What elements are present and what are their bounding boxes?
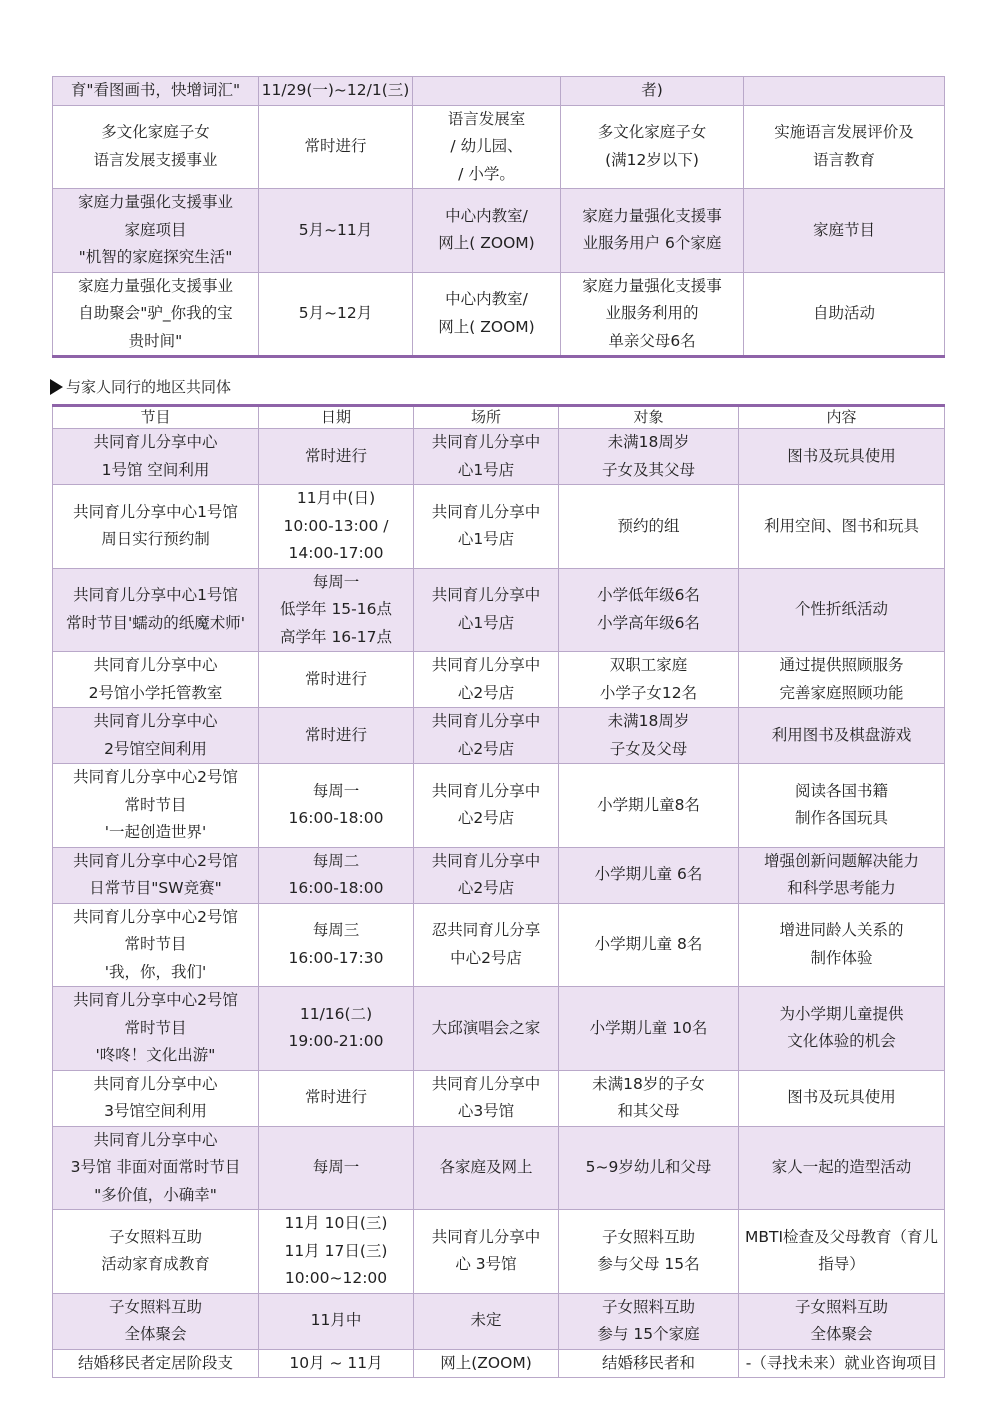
- cell-text-line: 共同育儿分享中心1号馆: [73, 502, 238, 521]
- cell-text-line: 2号馆空间利用: [104, 739, 207, 758]
- cell-text-line: 文化体验的机会: [787, 1032, 896, 1051]
- table-cell: [259, 764, 414, 848]
- table-cell: [259, 1070, 414, 1126]
- cell-text-line: 共同育儿分享中心: [93, 656, 218, 674]
- cell-text-line: 多文化家庭子女: [101, 123, 210, 142]
- cell-text-line: 未定: [470, 1311, 502, 1330]
- header-content: 内容: [739, 406, 945, 429]
- table-cell: [414, 429, 559, 485]
- cell-text-line: 家庭力量强化支援事业: [77, 276, 233, 295]
- cell-text-line: 每周一: [312, 781, 360, 800]
- table-cell: [53, 652, 259, 708]
- table-cell: [739, 485, 945, 569]
- cell-text-line: -（寻找未来）就业咨询项目: [745, 1353, 938, 1372]
- table-cell: [739, 652, 945, 708]
- cell-text-line: 1号馆 空间利用: [101, 460, 210, 479]
- cell-text-line: 家庭力量强化支援事: [582, 206, 722, 225]
- cell-text-line: 每周一: [312, 1158, 360, 1176]
- table-cell: [414, 1210, 559, 1294]
- upper-table-body: [53, 77, 945, 357]
- cell-text-line: 2号馆小学托管教室: [88, 683, 223, 702]
- table-cell: [259, 847, 414, 903]
- cell-text-line: 网上( ZOOM): [438, 317, 535, 336]
- table-row: [53, 429, 945, 485]
- cell-text-line: 11月 17日(三): [284, 1241, 388, 1260]
- cell-text-line: 子女照料互助: [108, 1297, 202, 1316]
- cell-text-line: 共同育儿分享中心1号馆: [73, 586, 238, 605]
- cell-text-line: 家庭项目: [124, 220, 187, 239]
- cell-text-line: 和科学思考能力: [787, 879, 896, 897]
- cell-text-line: 5月~12月: [298, 304, 373, 322]
- cell-text-line: 中心内教室/: [445, 290, 528, 309]
- table-cell: [413, 272, 561, 357]
- table-cell: [559, 568, 739, 652]
- cell-text-line: 业服务用户 6个家庭: [582, 234, 722, 253]
- table-cell: [559, 652, 739, 708]
- table-cell: [53, 1126, 259, 1210]
- upper-program-table: [52, 76, 945, 358]
- table-cell: [53, 708, 259, 764]
- cell-text-line: 未满18周岁: [607, 712, 690, 730]
- cell-text-line: 阅读各国书籍: [794, 781, 888, 800]
- cell-text-line: 共同育儿分享中: [431, 656, 541, 674]
- cell-text-line: 指导）: [818, 1255, 865, 1274]
- cell-text-line: 11月中: [310, 1311, 362, 1330]
- table-cell: [414, 652, 559, 708]
- cell-text-line: 未满18岁的子女: [592, 1074, 705, 1093]
- table-cell: [414, 568, 559, 652]
- cell-text-line: 图书及玩具使用: [787, 1088, 896, 1107]
- cell-text-line: 双职工家庭: [609, 656, 688, 674]
- table-cell: [259, 903, 414, 987]
- table-cell: [53, 429, 259, 485]
- table-cell: [259, 1293, 414, 1349]
- table-cell: [739, 1126, 945, 1210]
- cell-text-line: 家人一起的造型活动: [771, 1158, 912, 1176]
- cell-text-line: 预约的组: [617, 516, 680, 535]
- table-cell: [744, 77, 945, 106]
- table-row: [53, 485, 945, 569]
- cell-text-line: 11/29(一)~12/1(三): [261, 81, 410, 99]
- cell-text-line: 心1号店: [457, 460, 515, 479]
- cell-text-line: 16:00-18:00: [288, 879, 384, 897]
- cell-text-line: 和其父母: [617, 1102, 680, 1120]
- cell-text-line: 心2号店: [457, 809, 515, 828]
- cell-text-line: 家庭节目: [812, 220, 875, 239]
- cell-text-line: 个性折纸活动: [794, 600, 888, 618]
- cell-text-line: 未满18周岁: [607, 433, 690, 451]
- cell-text-line: / 幼儿园、: [450, 137, 523, 155]
- cell-text-line: 常时进行: [304, 137, 367, 155]
- table-row: [53, 1210, 945, 1294]
- table-row: [53, 568, 945, 652]
- cell-text-line: 共同育儿分享中: [431, 1074, 541, 1093]
- header-program: 节目: [53, 406, 259, 429]
- cell-text-line: 小学高年级6名: [597, 613, 700, 632]
- table-cell: [739, 429, 945, 485]
- table-cell: [561, 77, 744, 106]
- cell-text-line: 常时节目: [124, 1018, 187, 1037]
- table-cell: [561, 105, 744, 189]
- cell-text-line: 共同育儿分享中心: [93, 433, 218, 451]
- table-cell: [559, 1210, 739, 1294]
- table-cell: [259, 1210, 414, 1294]
- cell-text-line: 增强创新问题解决能力: [763, 851, 919, 870]
- table-cell: [739, 1210, 945, 1294]
- table-cell: [259, 485, 414, 569]
- cell-text-line: 自助活动: [812, 304, 875, 322]
- cell-text-line: '一起创造世界': [104, 823, 207, 841]
- cell-text-line: 小学期儿童8名: [597, 795, 700, 814]
- cell-text-line: 语言发展支援事业: [93, 150, 218, 169]
- cell-text-line: 高学年 16-17点: [280, 627, 392, 646]
- table-row: [53, 903, 945, 987]
- triangle-arrow-icon: [50, 379, 63, 395]
- table-cell: [53, 1349, 259, 1378]
- table-cell: [53, 1293, 259, 1349]
- cell-text-line: "多价值，小确幸": [94, 1185, 217, 1204]
- cell-text-line: 活动家育成教育: [101, 1255, 210, 1274]
- main-table-body: [53, 429, 945, 1378]
- cell-text-line: 周日实行预约制: [101, 530, 210, 549]
- table-cell: [739, 1293, 945, 1349]
- cell-text-line: 完善家庭照顾功能: [779, 683, 904, 702]
- cell-text-line: 育"看图画书，快增词汇": [70, 81, 241, 99]
- table-cell: [53, 105, 259, 189]
- table-cell: [53, 903, 259, 987]
- cell-text-line: 常时节目'蠕动的纸魔术师': [65, 613, 246, 632]
- table-cell: [53, 77, 259, 106]
- table-cell: [53, 272, 259, 357]
- cell-text-line: 共同育儿分享中: [431, 433, 541, 451]
- table-row: [53, 1349, 945, 1378]
- cell-text-line: 中心2号店: [450, 948, 522, 967]
- cell-text-line: 11月中(日): [296, 489, 376, 507]
- table-row: [53, 77, 945, 106]
- section-title: 与家人同行的地区共同体: [66, 378, 232, 396]
- table-row: [53, 987, 945, 1071]
- cell-text-line: 通过提供照顾服务: [779, 656, 904, 674]
- table-cell: [739, 1349, 945, 1378]
- cell-text-line: 10月 ~ 11月: [289, 1353, 383, 1372]
- cell-text-line: 各家庭及网上: [439, 1158, 533, 1176]
- cell-text-line: 常时进行: [304, 725, 367, 744]
- cell-text-line: 为小学期儿童提供: [779, 1004, 904, 1023]
- cell-text-line: 共同育儿分享中: [431, 502, 541, 521]
- cell-text-line: 低学年 15-16点: [280, 600, 392, 618]
- cell-text-line: 小学期儿童 6名: [594, 865, 703, 884]
- header-date: 日期: [259, 406, 414, 429]
- table-cell: [259, 708, 414, 764]
- cell-text-line: 子女照料互助: [601, 1227, 695, 1246]
- cell-text-line: 心 3号馆: [455, 1255, 517, 1274]
- table-cell: [744, 105, 945, 189]
- table-cell: [414, 1070, 559, 1126]
- table-cell: [559, 1070, 739, 1126]
- cell-text-line: 常时节目: [124, 795, 187, 814]
- cell-text-line: 自助聚会"驴_你我的宝: [78, 304, 233, 322]
- cell-text-line: 11月 10日(三): [284, 1214, 388, 1232]
- cell-text-line: 心2号店: [457, 879, 515, 897]
- cell-text-line: 子女照料互助: [794, 1297, 888, 1316]
- table-row: [53, 1126, 945, 1210]
- table-cell: [259, 77, 413, 106]
- cell-text-line: 语言教育: [812, 150, 875, 169]
- cell-text-line: 家庭力量强化支援事业: [77, 193, 233, 211]
- cell-text-line: 增进同龄人关系的: [779, 921, 904, 940]
- cell-text-line: 结婚移民者定居阶段支: [77, 1353, 233, 1372]
- cell-text-line: 3号馆空间利用: [104, 1102, 207, 1120]
- cell-text-line: 共同育儿分享中心2号馆: [73, 851, 238, 870]
- table-cell: [414, 485, 559, 569]
- header-target: 对象: [559, 406, 739, 429]
- table-cell: [744, 189, 945, 273]
- table-cell: [259, 272, 413, 357]
- table-row: [53, 764, 945, 848]
- cell-text-line: 制作体验: [810, 948, 873, 967]
- table-cell: [414, 1293, 559, 1349]
- cell-text-line: 14:00-17:00: [288, 544, 384, 562]
- cell-text-line: 10:00~12:00: [284, 1269, 388, 1287]
- cell-text-line: 共同育儿分享中: [431, 851, 541, 870]
- table-cell: [559, 847, 739, 903]
- table-row: [53, 105, 945, 189]
- table-cell: [53, 485, 259, 569]
- cell-text-line: 业服务利用的: [605, 304, 699, 322]
- cell-text-line: 实施语言发展评价及: [774, 123, 914, 142]
- cell-text-line: 小学低年级6名: [597, 586, 700, 605]
- cell-text-line: 共同育儿分享中心2号馆: [73, 907, 238, 926]
- table-cell: [744, 272, 945, 357]
- table-cell: [413, 77, 561, 106]
- table-cell: [414, 847, 559, 903]
- table-row: [53, 189, 945, 273]
- cell-text-line: (满12岁以下): [605, 150, 699, 169]
- cell-text-line: 网上(ZOOM): [440, 1353, 532, 1372]
- community-program-table: [52, 404, 945, 1378]
- table-cell: [414, 1349, 559, 1378]
- table-cell: [414, 764, 559, 848]
- table-cell: [739, 568, 945, 652]
- cell-text-line: 日常节目"SW竞赛": [89, 879, 222, 897]
- cell-text-line: 结婚移民者和: [601, 1353, 695, 1372]
- cell-text-line: 家庭力量强化支援事: [582, 276, 722, 295]
- table-cell: [259, 105, 413, 189]
- table-cell: [53, 189, 259, 273]
- cell-text-line: 心1号店: [457, 613, 515, 632]
- table-cell: [739, 903, 945, 987]
- table-row: [53, 708, 945, 764]
- cell-text-line: 常时进行: [304, 446, 367, 465]
- table-cell: [414, 987, 559, 1071]
- table-cell: [559, 1126, 739, 1210]
- table-row: [53, 272, 945, 357]
- table-cell: [559, 708, 739, 764]
- cell-text-line: 心1号店: [457, 530, 515, 549]
- table-cell: [53, 1070, 259, 1126]
- table-cell: [413, 105, 561, 189]
- table-cell: [53, 1210, 259, 1294]
- table-cell: [561, 272, 744, 357]
- header-row: [53, 406, 945, 429]
- table-cell: [53, 847, 259, 903]
- table-cell: [739, 987, 945, 1071]
- table-cell: [259, 987, 414, 1071]
- table-cell: [259, 1126, 414, 1210]
- cell-text-line: 图书及玩具使用: [787, 446, 896, 465]
- table-cell: [259, 1349, 414, 1378]
- table-cell: [559, 1293, 739, 1349]
- cell-text-line: 5月~11月: [298, 220, 373, 239]
- table-row: [53, 847, 945, 903]
- cell-text-line: 10:00-13:00 /: [283, 516, 389, 535]
- cell-text-line: 常时进行: [304, 669, 367, 688]
- table-cell: [413, 189, 561, 273]
- table-cell: [259, 652, 414, 708]
- table-cell: [559, 485, 739, 569]
- cell-text-line: 利用图书及棋盘游戏: [771, 725, 912, 744]
- table-cell: [259, 568, 414, 652]
- table-cell: [414, 1126, 559, 1210]
- cell-text-line: 3号馆 非面对面常时节目: [70, 1158, 241, 1176]
- cell-text-line: '我，你，我们': [104, 962, 207, 981]
- table-cell: [739, 847, 945, 903]
- cell-text-line: 参与 15个家庭: [597, 1325, 700, 1343]
- table-cell: [53, 568, 259, 652]
- table-cell: [414, 708, 559, 764]
- cell-text-line: 共同育儿分享中心: [93, 1130, 218, 1149]
- cell-text-line: 每周二: [312, 851, 360, 870]
- table-row: [53, 652, 945, 708]
- table-cell: [559, 903, 739, 987]
- cell-text-line: 常时进行: [304, 1088, 367, 1107]
- cell-text-line: 共同育儿分享中心2号馆: [73, 768, 238, 786]
- cell-text-line: 贵时间": [128, 331, 183, 350]
- cell-text-line: 心2号店: [457, 683, 515, 702]
- cell-text-line: 共同育儿分享中: [431, 781, 541, 800]
- cell-text-line: / 小学。: [458, 164, 515, 183]
- cell-text-line: 语言发展室: [447, 109, 526, 128]
- cell-text-line: 多文化家庭子女: [597, 123, 707, 142]
- cell-text-line: 共同育儿分享中: [431, 586, 541, 605]
- cell-text-line: 19:00-21:00: [288, 1032, 384, 1051]
- table-cell: [559, 764, 739, 848]
- cell-text-line: 小学期儿童 8名: [594, 935, 703, 953]
- cell-text-line: 5~9岁幼儿和父母: [585, 1158, 712, 1176]
- cell-text-line: 参与父母 15名: [597, 1255, 700, 1274]
- cell-text-line: MBTI检查及父母教育（育儿: [744, 1227, 939, 1246]
- cell-text-line: 16:00-17:30: [288, 948, 384, 967]
- table-cell: [739, 1070, 945, 1126]
- cell-text-line: 共同育儿分享中: [431, 712, 541, 730]
- cell-text-line: 忍共同育儿分享: [431, 921, 541, 940]
- table-row: [53, 1293, 945, 1349]
- cell-text-line: "机智的家庭探究生活": [78, 248, 233, 266]
- cell-text-line: 利用空间、图书和玩具: [763, 516, 919, 535]
- table-cell: [559, 987, 739, 1071]
- cell-text-line: 心2号店: [457, 739, 515, 758]
- table-cell: [739, 764, 945, 848]
- table-cell: [559, 429, 739, 485]
- table-cell: [53, 987, 259, 1071]
- cell-text-line: 16:00-18:00: [288, 809, 384, 828]
- cell-text-line: 全体聚会: [124, 1325, 187, 1343]
- header-place: 场所: [414, 406, 559, 429]
- cell-text-line: 11/16(二): [299, 1004, 373, 1023]
- cell-text-line: 大邱演唱会之家: [431, 1018, 541, 1037]
- cell-text-line: 每周三: [312, 921, 360, 940]
- cell-text-line: 单亲父母6名: [608, 331, 696, 350]
- cell-text-line: 共同育儿分享中心2号馆: [73, 991, 238, 1009]
- cell-text-line: 者): [641, 81, 663, 99]
- table-cell: [739, 708, 945, 764]
- section-heading: [50, 377, 231, 397]
- cell-text-line: 网上( ZOOM): [438, 234, 535, 253]
- cell-text-line: 小学期儿童 10名: [589, 1018, 708, 1037]
- cell-text-line: '咚咚！文化出游": [95, 1046, 216, 1064]
- cell-text-line: 全体聚会: [810, 1325, 873, 1343]
- table-cell: [559, 1349, 739, 1378]
- cell-text-line: 小学子女12名: [599, 683, 698, 702]
- cell-text-line: 共同育儿分享中: [431, 1227, 541, 1246]
- table-cell: [414, 903, 559, 987]
- cell-text-line: 子女及其父母: [601, 460, 695, 479]
- cell-text-line: 每周一: [312, 572, 360, 591]
- cell-text-line: 制作各国玩具: [794, 809, 888, 828]
- cell-text-line: 子女照料互助: [601, 1297, 695, 1316]
- cell-text-line: 共同育儿分享中心: [93, 1074, 218, 1093]
- table-cell: [53, 764, 259, 848]
- table-cell: [259, 189, 413, 273]
- cell-text-line: 子女及父母: [609, 739, 688, 758]
- cell-text-line: 共同育儿分享中心: [93, 712, 218, 730]
- cell-text-line: 子女照料互助: [108, 1227, 202, 1246]
- table-cell: [561, 189, 744, 273]
- cell-text-line: 常时节目: [124, 935, 187, 953]
- table-row: [53, 1070, 945, 1126]
- cell-text-line: 心3号馆: [457, 1102, 515, 1120]
- cell-text-line: 中心内教室/: [445, 206, 528, 225]
- table-cell: [259, 429, 414, 485]
